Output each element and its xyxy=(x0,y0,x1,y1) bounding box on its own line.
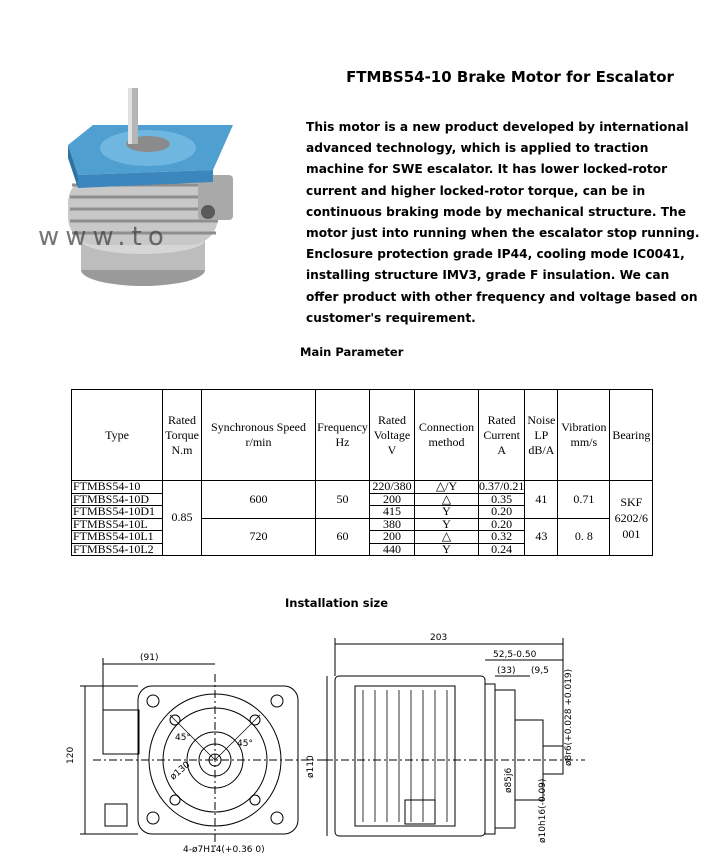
dim-9: (9,5 xyxy=(531,666,549,676)
cell-type: FTMBS54-10L xyxy=(72,518,163,531)
cell-vibration-1: 0.71 xyxy=(558,481,610,519)
cell-frequency-1: 50 xyxy=(316,481,370,519)
header-speed: Synchronous Speed r/min xyxy=(202,390,316,481)
cell-torque: 0.85 xyxy=(163,481,202,556)
cell-voltage: 440 xyxy=(370,543,415,556)
table-row xyxy=(72,518,653,531)
cell-type: FTMBS54-10D xyxy=(72,493,163,506)
header-torque: Rated Torque N.m xyxy=(163,390,202,481)
cell-current: 0.32 xyxy=(479,531,525,544)
cell-connection: Y xyxy=(415,518,479,531)
header-vibration: Vibration mm/s xyxy=(558,390,610,481)
dim-203: 203 xyxy=(430,633,448,643)
cell-connection: Y xyxy=(415,506,479,519)
motor-photo xyxy=(48,80,258,295)
cell-noise-2: 43 xyxy=(525,518,558,556)
cell-voltage: 415 xyxy=(370,506,415,519)
cell-vibration-2: 0. 8 xyxy=(558,518,610,556)
cell-bearing: SKF 6202/6 001 xyxy=(610,481,653,556)
dim-130: ø130 xyxy=(168,760,193,783)
dim-120: 120 xyxy=(66,746,76,764)
dim-45a: 45° xyxy=(175,733,191,743)
cell-type: FTMBS54-10D1 xyxy=(72,506,163,519)
dim-holes: 4-ø7H14(+0.36 0) xyxy=(183,845,265,855)
cell-connection: Y xyxy=(415,543,479,556)
dim-45b: 45° xyxy=(237,739,253,749)
header-noise: Noise LP dB/A xyxy=(525,390,558,481)
installation-size-heading: Installation size xyxy=(285,596,389,610)
cell-voltage: 200 xyxy=(370,493,415,506)
header-voltage: Rated Voltage V xyxy=(370,390,415,481)
cell-voltage: 380 xyxy=(370,518,415,531)
cell-connection: △ xyxy=(415,531,479,544)
main-parameter-heading: Main Parameter xyxy=(300,345,404,359)
header-current: Rated Current A xyxy=(479,390,525,481)
page-title: FTMBS54-10 Brake Motor for Escalator xyxy=(346,68,674,86)
product-description: This motor is a new product developed by international advanced technology, which is applied to traction machine for SWE escalator. It has lower locked-rotor current and higher locked-rotor torque, can be in continuous braking mode by mechanical structure. The motor just into running when the escalator stop running. Enclosure protection grade IP44, cooling mode IC0041, installing structure IMV3, grade F insulation. We can offer product with other frequency and voltage based on customer's requirement. xyxy=(306,120,700,325)
dim-91: (91) xyxy=(140,653,159,663)
cell-speed-1: 600 xyxy=(202,481,316,519)
cell-connection: △/Y xyxy=(415,481,479,494)
cell-current: 0.35 xyxy=(479,493,525,506)
dim-8r6: ø8r6(+0.028 +0.019) xyxy=(564,668,574,766)
cell-current: 0.37/0.21 xyxy=(479,479,525,493)
cell-voltage: 220/380 xyxy=(370,481,415,494)
cell-current: 0.20 xyxy=(479,506,525,519)
cell-current: 0.24 xyxy=(479,543,525,556)
cell-noise-1: 41 xyxy=(525,481,558,519)
installation-drawing xyxy=(65,628,665,861)
dim-52: 52,5-0.50 xyxy=(493,650,537,660)
cell-connection: △ xyxy=(415,493,479,506)
cell-type: FTMBS54-10L1 xyxy=(72,531,163,544)
header-type: Type xyxy=(72,390,163,481)
cell-speed-2: 720 xyxy=(202,518,316,556)
technical-drawing xyxy=(65,628,665,861)
dim-110: ø110 xyxy=(306,755,316,778)
table-row xyxy=(72,481,653,494)
dim-33: (33) xyxy=(497,666,516,676)
header-frequency: Frequency Hz xyxy=(316,390,370,481)
table-header-row xyxy=(72,390,653,481)
dim-10h: ø10h16(-0.09) xyxy=(538,778,548,843)
cell-type: FTMBS54-10L2 xyxy=(72,543,163,556)
dim-85: ø85j6 xyxy=(504,767,514,793)
header-connection: Connection method xyxy=(415,390,479,481)
motor-image xyxy=(48,80,258,295)
parameter-table xyxy=(71,389,653,556)
cell-current: 0.20 xyxy=(479,518,525,531)
cell-frequency-2: 60 xyxy=(316,518,370,556)
cell-type: FTMBS54-10 xyxy=(72,481,163,494)
cell-voltage: 200 xyxy=(370,531,415,544)
header-bearing: Bearing xyxy=(610,390,653,481)
watermark: www.to xyxy=(38,222,170,252)
